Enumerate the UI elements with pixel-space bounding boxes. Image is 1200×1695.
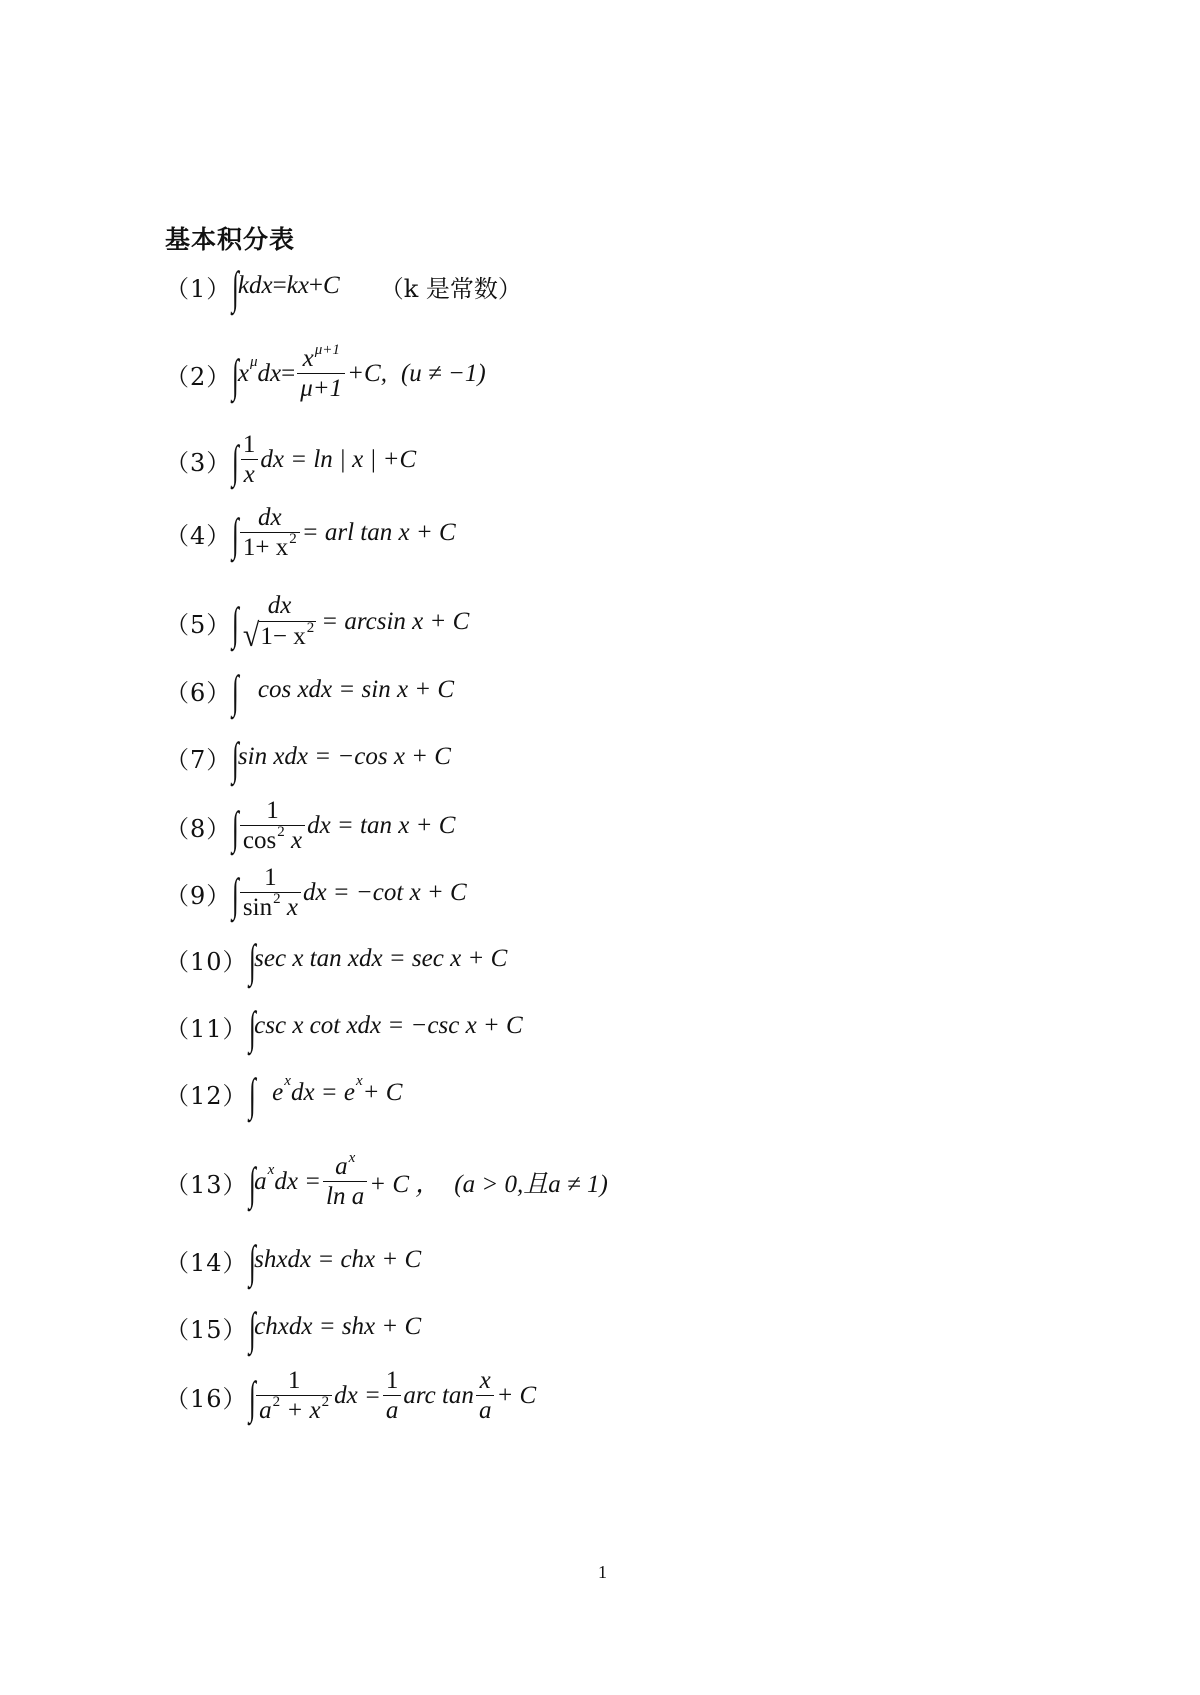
formula-16: （16） ∫ $\frac{1}{a^2 + x^2}$ dx = $\frac{1}{a}$ arc tan $\frac{x}{a}$ + C (165, 1366, 537, 1424)
formula-4: （4） ∫ $\frac{dx}{1+ x^2}$ = arl tan x + C (165, 503, 456, 561)
fraction: $\frac{dx}{1+ x^2}$ (240, 505, 300, 562)
formula-label: （15） (165, 1315, 248, 1344)
page-title: 基本积分表 (165, 225, 296, 254)
formula-5: （5） ∫ dx √ $1- x^2$ = arcsin x + C (165, 592, 470, 654)
integral-sign: ∫ (232, 509, 240, 560)
formula-label: （12） (165, 1081, 248, 1110)
fraction: $\frac{1}{\sin^2 x}$ (240, 865, 301, 922)
fraction: $\frac{a^x}{\text{ln a}}$ (323, 1154, 367, 1211)
formula-label: （4） (165, 521, 232, 550)
square-root: √ $1- x^2$ (242, 616, 315, 654)
formula-label: （11） (165, 1014, 248, 1043)
formula-13: （13） ∫ a x dx = $\frac{a^x}{\text{ln a}}$ + C ， (a > 0,且a ≠ 1) (165, 1149, 608, 1210)
formula-label: （6） (165, 678, 232, 707)
formula-label: （8） (165, 814, 232, 843)
integral-sign: ∫ (232, 598, 240, 649)
formula-label: （10） (165, 947, 248, 976)
formula-label: （16） (165, 1384, 248, 1413)
formula-label: （2） (165, 362, 232, 391)
integral-sign: ∫ (232, 802, 240, 853)
integral-sign: ∫ (232, 262, 240, 313)
formula-6: （6） ∫ cos xdx = sin x + C (165, 666, 455, 717)
page-number: 1 (598, 1562, 607, 1582)
integral-sign: ∫ (248, 1303, 256, 1354)
integral-sign: ∫ (248, 1069, 256, 1120)
formula-condition: (a > 0,且a ≠ 1) (454, 1171, 608, 1198)
formula-3: （3） ∫ $\frac{1}{x}$ dx = ln | x | +C (165, 430, 417, 488)
formula-12: （12） ∫ e x dx = e x + C (165, 1069, 403, 1120)
formula-note: （k 是常数） (379, 274, 522, 303)
integral-sign: ∫ (232, 350, 240, 401)
formula-11: （11） ∫ csc x cot xdx = −csc x + C (165, 1002, 523, 1053)
formula-7: （7） ∫ sin xdx = −cos x + C (165, 733, 451, 784)
integral-sign: ∫ (248, 1372, 256, 1423)
formula-label: （1） (165, 274, 232, 303)
formula-label: （7） (165, 745, 232, 774)
formula-8: （8） ∫ $\frac{1}{\cos^2 x}$ dx = tan x + C (165, 796, 456, 854)
fraction: $\frac{x^{\mu+1}}{\mu+1}$ (297, 346, 345, 403)
formula-2: （2） ∫ x μ dx = $\frac{x^{\mu+1}}{\mu+1}$ +C, (u ≠ −1) (165, 341, 486, 402)
formula-1: （1） ∫ k dx = kx + C （k 是常数） (165, 262, 522, 313)
formula-9: （9） ∫ $\frac{1}{\sin^2 x}$ dx = −cot x + C (165, 863, 467, 921)
integral-sign: ∫ (232, 733, 240, 784)
integral-sign: ∫ (248, 1158, 256, 1209)
fraction: $\frac{1}{\cos^2 x}$ (240, 798, 305, 855)
formula-10: （10） ∫ sec x tan xdx = sec x + C (165, 935, 508, 986)
fraction: $\frac{1}{x}$ (240, 432, 259, 489)
formula-label: （13） (165, 1170, 248, 1199)
integral-sign: ∫ (248, 1002, 256, 1053)
formula-label: （14） (165, 1248, 248, 1277)
fraction: $\frac{1}{a^2 + x^2}$ (256, 1368, 332, 1425)
fraction: $\frac{x}{a}$ (476, 1368, 495, 1425)
formula-condition: (u ≠ −1) (400, 360, 486, 387)
integral-sign: ∫ (248, 1236, 256, 1287)
integral-sign: ∫ (232, 869, 240, 920)
fraction: $\frac{1}{a}$ (383, 1368, 402, 1425)
formula-15: （15） ∫ chxdx = shx + C (165, 1303, 422, 1354)
integral-sign: ∫ (248, 935, 256, 986)
formula-14: （14） ∫ shxdx = chx + C (165, 1236, 422, 1287)
integral-sign: ∫ (232, 666, 240, 717)
formula-label: （9） (165, 881, 232, 910)
formula-label: （5） (165, 610, 232, 639)
formula-label: （3） (165, 448, 232, 477)
fraction: dx √ $1- x^2$ (242, 592, 315, 654)
integral-sign: ∫ (232, 436, 240, 487)
